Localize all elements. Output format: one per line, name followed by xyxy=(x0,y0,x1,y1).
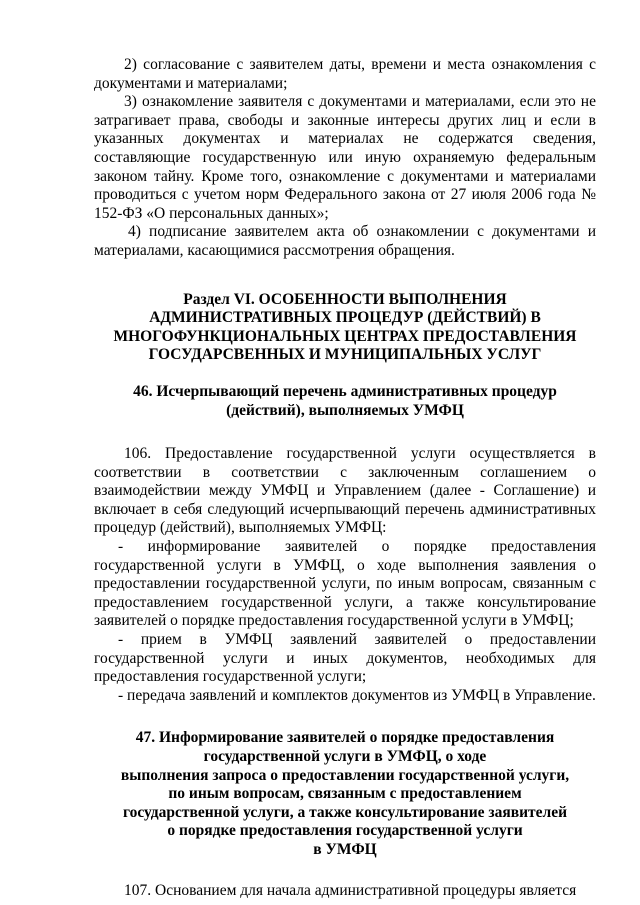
subsection-heading-line: в УМФЦ xyxy=(313,840,377,858)
subsection-46-heading xyxy=(94,383,596,420)
subsection-47-heading xyxy=(94,729,596,859)
paragraph-107: 107. Основанием для начала административной процедуры является xyxy=(124,881,577,899)
subsection-heading-line: государственной услуги, а также консультирование заявителей xyxy=(122,803,568,821)
subsection-heading-line: выполнения запроса о предоставлении государственной услуги, xyxy=(120,766,570,784)
subsection-heading-line: (действий), выполняемых УМФЦ xyxy=(226,401,464,419)
bullet-item-informing: - информирование заявителей о порядке предоставления государственной услуги в УМФЦ, о ходе выполнения заявления о предоставлении государственной услуги, по иным вопросам, связанным с предоставлением государственной услуги, а также консультирование заявителей о порядке предоставления государственной услуги в УМФЦ; xyxy=(94,538,596,630)
bullet-item-reception: - прием в УМФЦ заявлений заявителей о предоставлении государственной услуги и иных документов, необходимых для предоставления государственной услуги; xyxy=(94,631,596,686)
section-heading-line: ГОСУДАРСВЕННЫХ И МУНИЦИПАЛЬНЫХ УСЛУГ xyxy=(148,346,542,364)
bullet-item-transfer: - передача заявлений и комплектов документов из УМФЦ в Управление. xyxy=(118,686,596,704)
section-heading xyxy=(94,291,596,365)
subsection-heading-line: 46. Исчерпывающий перечень административных процедур xyxy=(133,382,557,400)
subsection-heading-line: 47. Информирование заявителей о порядке предоставления xyxy=(135,729,555,747)
section-heading-line: МНОГОФУНКЦИОНАЛЬНЫХ ЦЕНТРАХ ПРЕДОСТАВЛЕНИЯ xyxy=(113,327,577,345)
paragraph-106: 106. Предоставление государственной услуги осуществляется в соответствии в соответствии с заключенным соглашением о взаимодействии между УМФЦ и Управлением (далее - Соглашение) и включает в себя следующий исчерпывающий перечень административных процедур (действий), выполняемых УМФЦ: xyxy=(94,445,596,537)
paragraph-item-3: 3) ознакомление заявителя с документами и материалами, если это не затрагивает права, свободы и законные интересы других лиц и если в указанных документах и материалах не содержатся сведения, составляющие государственную или иную охраняемую федеральным законом тайну. Кроме того, ознакомление с документами и материалами проводиться с учетом норм Федерального закона от 27 июля 2006 года № 152-ФЗ «О персональных данных»; xyxy=(94,93,596,222)
subsection-heading-line: о порядке предоставления государственной услуги xyxy=(167,822,523,840)
section-heading-line: АДМИНИСТРАТИВНЫХ ПРОЦЕДУР (ДЕЙСТВИЙ) В xyxy=(149,309,541,327)
paragraph-item-4: 4) подписание заявителем акта об ознакомлении с документами и материалами, касающимися рассмотрения обращения. xyxy=(94,223,596,259)
subsection-heading-line: по иным вопросам, связанным с предоставлением xyxy=(168,785,522,803)
paragraph-item-2: 2) согласование с заявителем даты, времени и места ознакомления с документами и материалами; xyxy=(94,56,596,92)
section-heading-line: Раздел VI. ОСОБЕННОСТИ ВЫПОЛНЕНИЯ xyxy=(183,290,507,308)
subsection-heading-line: государственной услуги в УМФЦ, о ходе xyxy=(203,748,487,765)
